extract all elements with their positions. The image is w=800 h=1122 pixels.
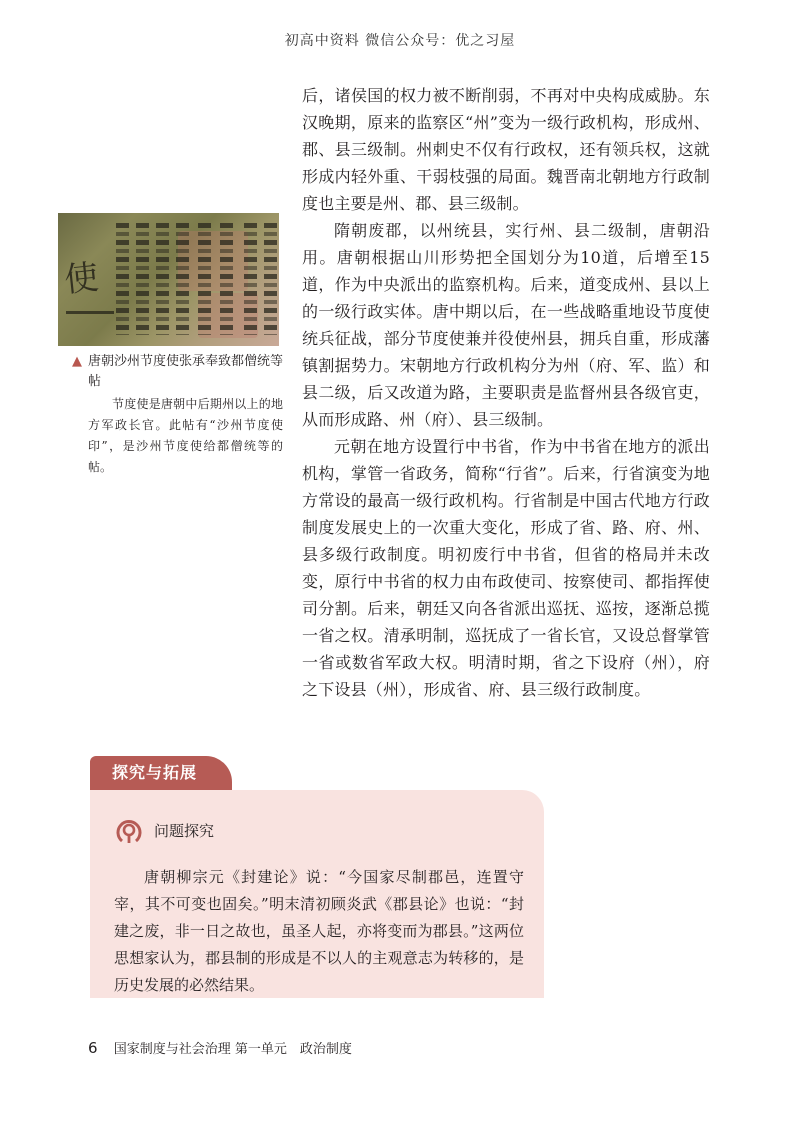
figure-caption xyxy=(72,352,288,392)
manuscript-character: 使 xyxy=(62,257,101,301)
script-column xyxy=(116,223,129,335)
section-title: 问题探究 xyxy=(154,822,215,840)
explore-section-tab: 探究与拓展 xyxy=(90,756,232,790)
caption-title: 唐朝沙州节度使张承奉致都僧统等帖 xyxy=(88,354,284,389)
paragraph: 隋朝废郡，以州统县，实行州、县二级制，唐朝沿用。唐朝根据山川形势把全国划分为10道，后增至15道，作为中央派出的监察机构。后来，道变成州、县以上的一级行政实体。唐中期以后，在一些战略重地设节度使统兵征战，部分节度使兼并役使州县，拥兵自重，形成藩镇割据势力。宋朝地方行政机构分为州（府、军、监）和县二级，后又改道为路，主要职责是监督州县各级官吏，从而形成路、州（府）、县三级制。 xyxy=(302,221,710,429)
script-column xyxy=(244,223,257,335)
script-column xyxy=(198,223,211,335)
question-bubble-icon xyxy=(114,819,144,845)
manuscript-photo xyxy=(58,213,279,346)
script-column xyxy=(220,223,233,335)
script-column xyxy=(176,223,189,335)
page-footer xyxy=(88,1038,352,1057)
book-title: 国家制度与社会治理 第一单元 政治制度 xyxy=(113,1042,352,1057)
paragraph: 后，诸侯国的权力被不断削弱，不再对中央构成威胁。东汉晚期，原来的监察区“州”变为一级行政机构，形成州、郡、县三级制。州刺史不仅有行政权，还有领兵权，这就形成内轻外重、干弱枝强的局面。魏晋南北朝地方行政制度也主要是州、郡、县三级制。 xyxy=(302,86,710,213)
brush-stroke xyxy=(66,311,114,314)
explore-panel xyxy=(90,790,544,998)
caption-marker-icon: ▲ xyxy=(72,354,82,369)
paragraph: 元朝在地方设置行中书省，作为中书省在地方的派出机构，掌管一省政务，简称“行省”。后来，行省演变为地方常设的最高一级行政机构。行省制是中国古代地方行政制度发展史上的一次重大变化，形成了省、路、府、州、县多级行政制度。明初废行中书省，但省的格局并未改变，原行中书省的权力由布政使司、按察使司、都指挥使司分割。后来，朝廷又向各省派出巡抚、巡按，逐渐总揽一省之权。清承明制，巡抚成了一省长官，又设总督掌管一省或数省军政大权。明清时期，省之下设府（州），府之下设县（州），形成省、府、县三级行政制度。 xyxy=(302,437,710,699)
script-column xyxy=(156,223,169,335)
script-column xyxy=(264,223,277,335)
page-number: 6 xyxy=(88,1039,98,1057)
figure-description: 节度使是唐朝中后期州以上的地方军政长官。此帖有“沙州节度使印”，是沙州节度使给都僧统等的帖。 xyxy=(88,397,283,474)
inquiry-text: 唐朝柳宗元《封建论》说：“今国家尽制郡邑，连置守宰，其不可变也固矣。”明末清初顾炎武《郡县论》也说：“封建之废，非一日之故也，虽圣人起，亦将变而为郡县。”这两位思想家认为，郡县制的形成是不以人的主观意志为转移的，是历史发展的必然结果。 xyxy=(114,868,524,994)
main-text xyxy=(302,82,710,703)
page-header: 初高中资料 微信公众号：优之习屋 xyxy=(284,33,516,49)
script-column xyxy=(136,223,149,335)
